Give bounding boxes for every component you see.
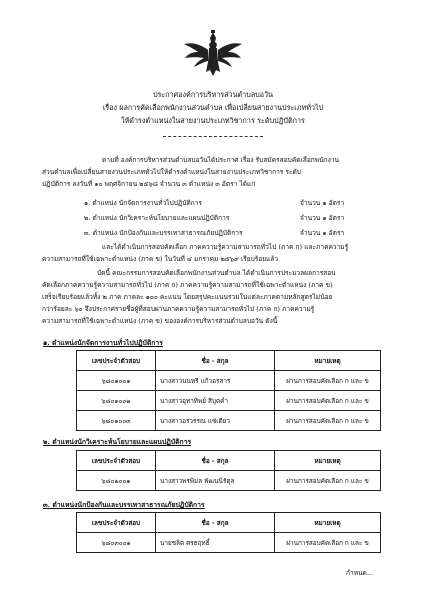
table-row <box>77 471 381 491</box>
announcement-issuer: ประกาศองค์การบริหารส่วนตำบลบอวัน <box>152 90 273 99</box>
col-header-note: หมายเหตุ <box>275 451 381 471</box>
position-item-1: ๑. ตำแหน่ง นักจัดการงานทั่วไปปฏิบัติการ <box>84 199 202 207</box>
cell-exam-id: ๖๘๐๑๐๐๑ <box>77 371 156 391</box>
continued-marker: กำหนด... <box>346 569 374 577</box>
para2-line-2: ความสามารถที่ใช้เฉพาะตำแหน่ง (ภาค ข) ในวันที่ ๔ มกราคม ๒๕๖๙ เรียบร้อยแล้ว <box>42 255 279 263</box>
intro-line-3: ปฏิบัติการ ลงวันที่ ๑๐ พฤศจิกายน ๒๕๖๘ จำนวน ๓ ตำแหน่ง ๓ อัตรา ได้แก่ <box>42 180 256 188</box>
para2-line-1: และได้ดำเนินการสอบคัดเลือก ภาคความรู้ความสามารถทั่วไป (ภาค ก) และภาคความรู้ <box>102 243 349 251</box>
col-header-id: เลขประจำตัวสอบ <box>77 351 156 371</box>
col-header-id: เลขประจำตัวสอบ <box>77 513 156 533</box>
table-header-row <box>77 451 381 471</box>
cell-note: ผ่านการสอบคัดเลือก ก และ ข <box>275 411 381 431</box>
intro-line-2: ส่วนตำบลเพื่อเปลี่ยนสายงานประเภททั่วไปให้ดำรงตำแหน่งในสายงานประเภทวิชาการ ระดับ <box>42 168 301 176</box>
cell-exam-id: ๖๘๐๒๐๐๑ <box>77 471 156 491</box>
col-header-note: หมายเหตุ <box>275 513 381 533</box>
table-header-row <box>77 351 381 371</box>
results-table-1 <box>76 350 381 431</box>
cell-note: ผ่านการสอบคัดเลือก ก และ ข <box>275 391 381 411</box>
cell-note: ผ่านการสอบคัดเลือก ก และ ข <box>275 533 381 553</box>
cell-name: นางสาวพรพิมล พัฒนนิรัตุล <box>156 471 275 491</box>
announcement-subject-line2: ให้ดำรงตำแหน่งในสายงานประเภทวิชาการ ระดับปฏิบัติการ <box>121 116 305 125</box>
cell-note: ผ่านการสอบคัดเลือก ก และ ข <box>275 471 381 491</box>
section-title-3: ๓. ตำแหน่งนักป้องกันและบรรเทาสาธารณภัยปฏิบัติการ <box>43 501 205 509</box>
intro-line-1: ตามที่ องค์การบริหารส่วนตำบลบอวันได้ประกาศ เรื่อง รับสมัครสอบคัดเลือกพนักงาน <box>102 156 340 164</box>
table-row <box>77 533 381 553</box>
table-row <box>77 371 381 391</box>
cell-name: นางสาวนนทรี แก้วอรสาร <box>156 371 275 391</box>
cell-exam-id: ๖๘๐๑๐๐๓ <box>77 411 156 431</box>
cell-name: นางสาวอุทาทิพย์ สีบุตคำ <box>156 391 275 411</box>
cell-name: นายชลิต ศรธฤทธิ์ <box>156 533 275 553</box>
position-count-2: จำนวน ๑ อัตรา <box>300 214 345 222</box>
col-header-name: ชื่อ - สกุล <box>156 513 275 533</box>
position-item-3: ๓. ตำแหน่ง นักป้องกันและบรรเทาสาธารณภัยปฏิบัติการ <box>84 229 243 237</box>
section-title-2: ๒. ตำแหน่งนักวิเคราะห์นโยบายและแผนปฏิบัติการ <box>43 438 192 446</box>
table-header-row <box>77 513 381 533</box>
para3-line-3: เสร็จเรียบร้อยแล้วทั้ง ๒ ภาค ภาคละ ๑๐๐ คะแนน โดยสรุปคะแนนรวมในแต่ละภาคตามหลักสูตรไม่น้อย <box>42 293 333 301</box>
table-row <box>77 391 381 411</box>
cell-exam-id: ๖๘๐๑๐๐๒ <box>77 391 156 411</box>
para3-line-4: กว่าร้อยละ ๖๐ จึงประกาศรายชื่อผู้ที่สอบผ่านภาคความรู้ความสามารถทั่วไป (ภาค ก) ภาคความรู้ <box>42 305 315 313</box>
cell-note: ผ่านการสอบคัดเลือก ก และ ข <box>275 371 381 391</box>
table-row <box>77 411 381 431</box>
para3-line-1: บัดนี้ คณะกรรมการสอบคัดเลือกพนักงานส่วนตำบล ได้ดำเนินการประมวลผลการสอบ <box>97 269 336 277</box>
header-divider <box>163 136 263 137</box>
cell-name: นางสาวอรวรรณ แซ่เตียว <box>156 411 275 431</box>
position-item-2: ๒. ตำแหน่ง นักวิเคราะห์นโยบายและแผนปฏิบัติการ <box>84 214 230 222</box>
col-header-note: หมายเหตุ <box>275 351 381 371</box>
section-title-1: ๑. ตำแหน่งนักจัดการงานทั่วไปปฏิบัติการ <box>43 339 163 347</box>
garuda-emblem-icon <box>182 30 244 78</box>
position-count-1: จำนวน ๑ อัตรา <box>300 199 345 207</box>
announcement-subject: เรื่อง ผลการคัดเลือกพนักงานส่วนตำบล เพื่อเปลี่ยนสายงานประเภททั่วไป <box>102 103 324 112</box>
col-header-id: เลขประจำตัวสอบ <box>77 451 156 471</box>
results-table-3 <box>76 512 381 553</box>
col-header-name: ชื่อ - สกุล <box>156 451 275 471</box>
para3-line-5: ความสามารถที่ใช้เฉพาะตำแหน่ง (ภาค ข) ขององค์การบริหารส่วนตำบลบอวัน ดังนี้ <box>42 317 278 325</box>
para3-line-2: คัดเลือกภาคความรู้ความสามารถทั่วไป (ภาค ก) ภาคความรู้ความสามารถที่ใช้เฉพาะตำแหน่ง (ภาค ข) <box>42 281 333 289</box>
results-table-2 <box>76 450 381 491</box>
cell-exam-id: ๖๘๐๓๐๐๑ <box>77 533 156 553</box>
position-count-3: จำนวน ๑ อัตรา <box>300 229 345 237</box>
col-header-name: ชื่อ - สกุล <box>156 351 275 371</box>
